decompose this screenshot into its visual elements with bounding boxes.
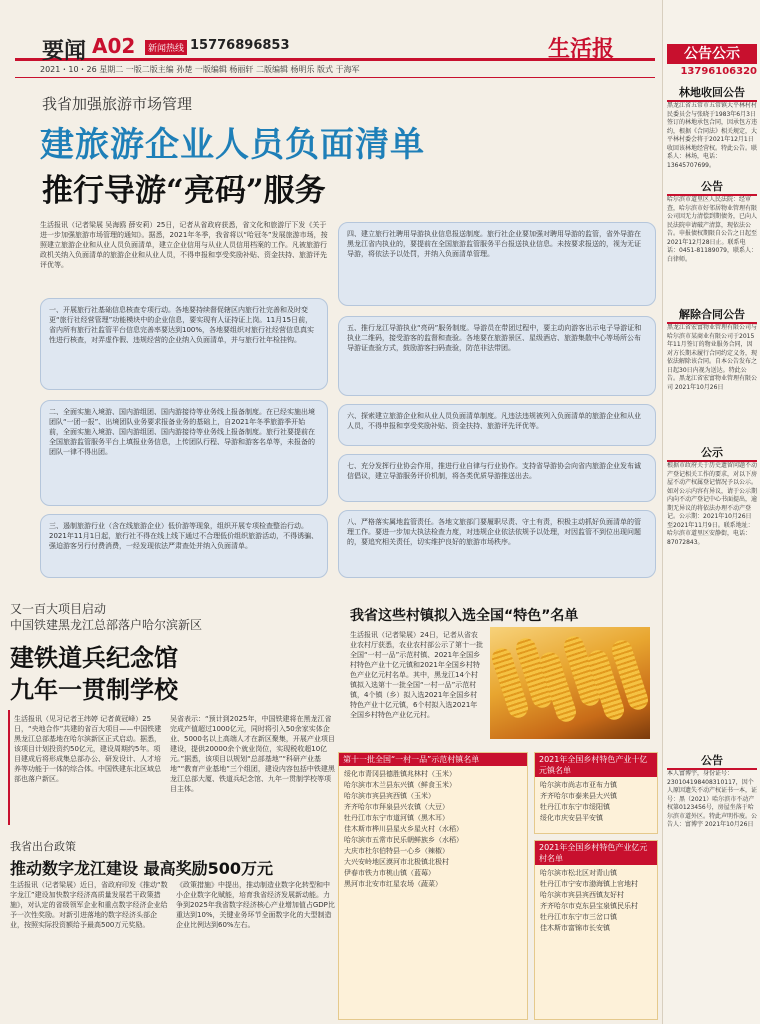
policy-box-1 xyxy=(40,298,328,390)
announcement-title: 解除合同公告 xyxy=(679,308,745,321)
village-list-1 xyxy=(338,752,528,1020)
announcement-body: 黑龙江省五常市五常镇大平林村村民委员会与张晓于1983年6月3日签订的林地承包合同，因承包方违约，根据《合同法》相关规定，大平林村委会将于2021年12月1日收回该林地经营权。特此公告。联系人：林场，电话：13645707699。 xyxy=(667,102,757,169)
policy-box-8 xyxy=(338,510,656,578)
policy-box-7 xyxy=(338,454,656,502)
policy-box-text: 一、开展旅行社基础信息核查专项行动。各地要持续督促辖区内旅行社完善和及时变更“旅行社经营管理”功能模块中的企业信息，要实现有人证持证上岗。11月15日前，省内所有旅行社监管平台信息完善率要达到100%，各地要组织对旅行社经营信息真实性进行核查，对弄虚作假、违规经营的企业纳入负面清单，并与旅行社年检挂钩。 xyxy=(49,306,315,344)
village-list-item: 佳木斯市富锦市长安镇 xyxy=(540,924,610,932)
village-list-2-title: 2021年全国乡村特色产业十亿元镇名单 xyxy=(535,753,657,777)
announcement-item-2 xyxy=(667,178,757,316)
announcement-tel: 13796106320 xyxy=(680,66,757,77)
village-story-lead: 生活报讯（记者梁展）24日，记者从省农业农村厅获悉，农业农村部公示了第十一批全国“一村一品”示范村镇、2021年全国乡村特色产业十亿元镇和2021年全国乡村特色产业亿元村名单。其中，黑龙江14个村镇拟入选第十一批全国“一村一品”示范村镇，4个镇（乡）拟入选2021年全国乡村特色产业十亿元镇，6个村拟入选2021年全国乡村特色产业亿元村。 xyxy=(350,631,483,719)
rail-story-column-2: 吴省表示：“预计到2025年，中国铁建将在黑龙江省完成产值超过1000亿元，同时将引入50余家实体企业、5000名以上高端人才在新区聚集，开展产业项目建设，提供20000余个就业岗位，实现税收超10亿元。”据悉，该项目以规划“总部基地”“科研产业基地”“教育产业基地”三个组团，建设内容包括中铁建黑龙江总部大厦、铁道兵纪念馆、九年一贯制学校等项目主体。 xyxy=(170,715,335,793)
village-list-item: 齐齐哈尔市克东县宝泉镇民乐村 xyxy=(540,902,638,910)
announcement-item-4 xyxy=(667,444,757,762)
top-story-subheadline: 推行导游“亮码”服务 xyxy=(42,173,326,209)
village-list-item: 哈尔滨市松北区对青山镇 xyxy=(540,869,617,877)
village-list-item: 哈尔滨市五常市民乐朝鲜族乡（水稻） xyxy=(344,836,463,844)
policy-box-6 xyxy=(338,404,656,446)
policy-box-text: 三、遏制旅游行业（含在线旅游企业）低价游等现象，组织开展专项检查整治行动。2021年11月1日起，旅行社不得在线上线下通过不合理低价组织旅游活动，不得诱骗、强迫游客另行付费消费，一经发现依法严肃查处并纳入负面清单。 xyxy=(49,522,319,550)
announcement-item-3 xyxy=(667,306,757,454)
village-list-item: 牡丹江市东宁市绥阳镇 xyxy=(540,803,610,811)
rail-story-headline-2: 九年一贯制学校 xyxy=(10,675,178,704)
announcement-body: 黑龙江省宏富物业管理有限公司与哈尔滨市某商业有限公司于2015年11月签订的物业服务合同，因对方长期未履行合同约定义务，现依法解除该合同。自本公告发布之日起30日内视为送达。特此公告。黑龙江省宏富物业管理有限公司 2021年10月26日 xyxy=(667,324,757,391)
policy-box-text: 八、严格落实属地监管责任。各地文旅部门要履职尽责、守土有责，积极主动抓好负面清单的管理工作。要进一步加大执法检查力度，对违规企业依法依规予以处理，对因监管不到位出现问题的，要追究相关责任，切实维护良好的旅游市场秩序。 xyxy=(347,518,641,546)
village-list-item: 哈尔滨市宾县宾西镇友好村 xyxy=(540,891,624,899)
tech-story-column-2: 《政策措施》中提出，推动制造业数字化转型和中小企业数字化赋能，培育我省经济发展新动能。力争到2025年我省数字经济核心产业增加值占GDP比重达到10%，关键业务环节全面数字化的大型制造企业比例达到60%左右。 xyxy=(176,881,335,929)
village-list-3-title: 2021年全国乡村特色产业亿元村名单 xyxy=(535,841,657,865)
village-list-1-title: 第十一批全国“一村一品”示范村镇名单 xyxy=(339,753,527,766)
masthead-underline xyxy=(15,77,655,78)
village-list-item: 大庆市杜尔伯特县一心乡（辣椒） xyxy=(344,847,449,855)
village-list-2 xyxy=(534,752,658,834)
corn-photo xyxy=(490,627,650,739)
village-list-item: 齐齐哈尔市拜泉县兴农镇（大豆） xyxy=(344,803,449,811)
policy-box-text: 七、充分发挥行业协会作用，推进行业自律与行业协作。支持省导游协会向省内旅游企业发布诚信倡议，建立导游服务评价机制，将各类优质导游推送出去。 xyxy=(347,462,641,480)
section-title: 要闻 xyxy=(42,38,87,64)
village-list-item: 牡丹江市东宁市三岔口镇 xyxy=(540,913,617,921)
policy-box-text: 四、建立旅行社聘用导游执业信息报送制度。旅行社企业要加强对聘用导游的监管，省外导游在黑龙江省内执业的，要提前在全国旅游监管服务平台报送执业信息。未按要求报送的，视为无证导游，将依法予以处罚，并纳入负面清单管理。 xyxy=(347,230,641,258)
hotline-label: 新闻热线 xyxy=(145,40,187,55)
policy-box-text: 五、推行龙江导游执业“亮码”服务制度。导游员在带团过程中，要主动向游客出示电子导游证和执业二维码，接受游客的监督和查验。各地要在旅游景区、星级酒店、旅游集散中心等场所公布导游证查验方式，鼓励游客扫码查验，防范非法带团。 xyxy=(347,324,642,352)
village-list-item: 大兴安岭地区漠河市北极镇北极村 xyxy=(344,858,449,866)
village-list-item: 牡丹江市东宁市道河镇（黑木耳） xyxy=(344,814,449,822)
announcement-body: 根据市政府关于历史遗留问题不动产登记相关工作的要求，对以下房屋不动产权属登记情况予以公示。如对公示内容有异议，请于公示期内向不动产登记中心书面提出，逾期无异议的将依法办理不动产登记。公示期：2021年10月26日至2021年11月9日。联系地址：哈尔滨市道里区安静街，电话：87072843。 xyxy=(667,462,757,546)
announcement-title: 公告 xyxy=(701,180,723,193)
rail-story-kicker-2: 中国铁建黑龙江总部落户哈尔滨新区 xyxy=(10,618,203,632)
announcement-title: 公示 xyxy=(701,446,723,459)
policy-box-3 xyxy=(40,514,328,578)
top-story-kicker: 我省加强旅游市场管理 xyxy=(42,95,193,113)
announcement-banner: 公告公示 xyxy=(667,44,757,64)
rail-story-column-1: 生活报讯（见习记者王纬婷 记者黄冠峰）25日，“央地合作”共建的省百大项目——中国铁建黑龙江总部基地在哈尔滨新区正式启动。据悉，该项目计划投资约50亿元，建设周期约5年。项目建成后将形成集总部办公、研发设计、人才培养等功能于一体的综合体。中国铁建东北区域总部也落户新区。 xyxy=(14,715,162,783)
village-list-item: 哈尔滨市宾县宾西镇（玉米） xyxy=(344,792,435,800)
announcement-body: 本人富博宇，身份证号：230104198408310117，因个人原因遗失不动产权证书一本，证号：黑（2021）哈尔滨市不动产权第0123456号，房屋坐落于哈尔滨市道外区。特此声明作废。公告人：富博宇 2021年10月26日 xyxy=(667,770,757,828)
village-story-headline: 我省这些村镇拟入选全国“特色”名单 xyxy=(350,608,579,624)
village-list-3 xyxy=(534,840,658,1020)
announcement-item-5 xyxy=(667,752,757,1024)
policy-box-5 xyxy=(338,316,656,396)
rail-story-headline-1: 建铁道兵纪念馆 xyxy=(10,643,178,672)
policy-box-text: 二、全面实施入境游、国内游组团、国内游接待等业务线上报备制度。在已经实施出境团队“一团一报”、出境团队业务要求报备业务的基础上，自2021年冬季旅游季开始前，全面实施入境游、国内游组团、国内游接待等业务线上报备制度。旅行社要提前在全国旅游监管服务平台上填报业务信息，上传团队行程、导游和游客名单等，未报备的团队一律不得出团。 xyxy=(49,408,315,456)
top-story-headline: 建旅游企业人员负面清单 xyxy=(40,125,425,165)
village-list-item: 绥化市青冈县德胜镇兆林村（玉米） xyxy=(344,770,456,778)
announcement-item-1 xyxy=(667,84,757,188)
rail-story-kicker-1: 又一百大项目启动 xyxy=(10,602,107,616)
announcement-title: 公告 xyxy=(701,754,723,767)
announcement-title: 林地收回公告 xyxy=(679,86,745,99)
policy-box-text: 六、探索建立旅游企业和从业人员负面清单制度。凡违法违规被列入负面清单的旅游企业和从业人员，不得申报和享受奖励补贴、资金扶持、旅游评先评优等。 xyxy=(347,412,641,430)
village-list-item: 哈尔滨市尚志市亚布力镇 xyxy=(540,781,617,789)
announcement-body: 哈尔滨市道里区人民法院：经审查，哈尔滨市好邻居物业管理有限公司因无力清偿到期债务，已向人民法院申请破产清算，现依法公告。申报债权期限自公告之日起至2021年12月28日止。联系电话：0451-81189079，联系人：白律师。 xyxy=(667,196,757,263)
village-list-item: 绥化市庆安县平安镇 xyxy=(540,814,603,822)
tech-story-kicker: 我省出台政策 xyxy=(10,840,76,853)
page-code: A02 xyxy=(92,34,136,58)
dateline: 2021・10・26 星期二 一版二版主编 孙楚 一版编辑 杨丽轩 二版编辑 杨明乐 版式 于海军 xyxy=(40,65,360,74)
policy-box-4 xyxy=(338,222,656,306)
village-list-item: 牡丹江市宁安市渤海镇上官地村 xyxy=(540,880,638,888)
rail-story-accent xyxy=(8,710,10,825)
village-list-item: 黑河市北安市红星农场（蔬菜） xyxy=(344,880,442,888)
tech-story-column-1: 生活报讯（记者梁展）近日，省政府印发《推动“数字龙江”建设加快数字经济高质量发展若干政策措施》，对认定的省级领军企业和重点数字经济企业给予一次性奖励。对新引进落地的数字经济头部企业，按照实际投资额给予最高500万元奖励。 xyxy=(10,881,168,929)
top-story-lead: 生活报讯（记者梁展 吴海鸥 薛安莉）25日，记者从省政府获悉，省文化和旅游厅下发《关于进一步加强旅游市场管理的通知》。据悉，2021年冬季，我省将以“哈冠冬”发展旅游市场，按照建立旅游企业和从业人员负面清单，建立企业信用与从业人员信用档案的工作。凡被旅游行政机关纳入负面清单的旅游企业和从业人员，不得申报和享受奖励补贴、资金扶持、旅游评先评优等。 xyxy=(40,221,328,269)
policy-box-2 xyxy=(40,400,328,506)
hotline-number: 15776896853 xyxy=(190,38,290,53)
village-list-item: 佳木斯市桦川县星火乡星火村（水稻） xyxy=(344,825,463,833)
paper-logo: 生活报 xyxy=(548,36,615,62)
village-list-item: 哈尔滨市木兰县东兴镇（鲜食玉米） xyxy=(344,781,456,789)
tech-story-headline: 推动数字龙江建设 最高奖励500万元 xyxy=(10,859,273,878)
village-list-item: 伊春市铁力市桃山镇（蓝莓） xyxy=(344,869,435,877)
village-list-item: 齐齐哈尔市泰来县大兴镇 xyxy=(540,792,617,800)
